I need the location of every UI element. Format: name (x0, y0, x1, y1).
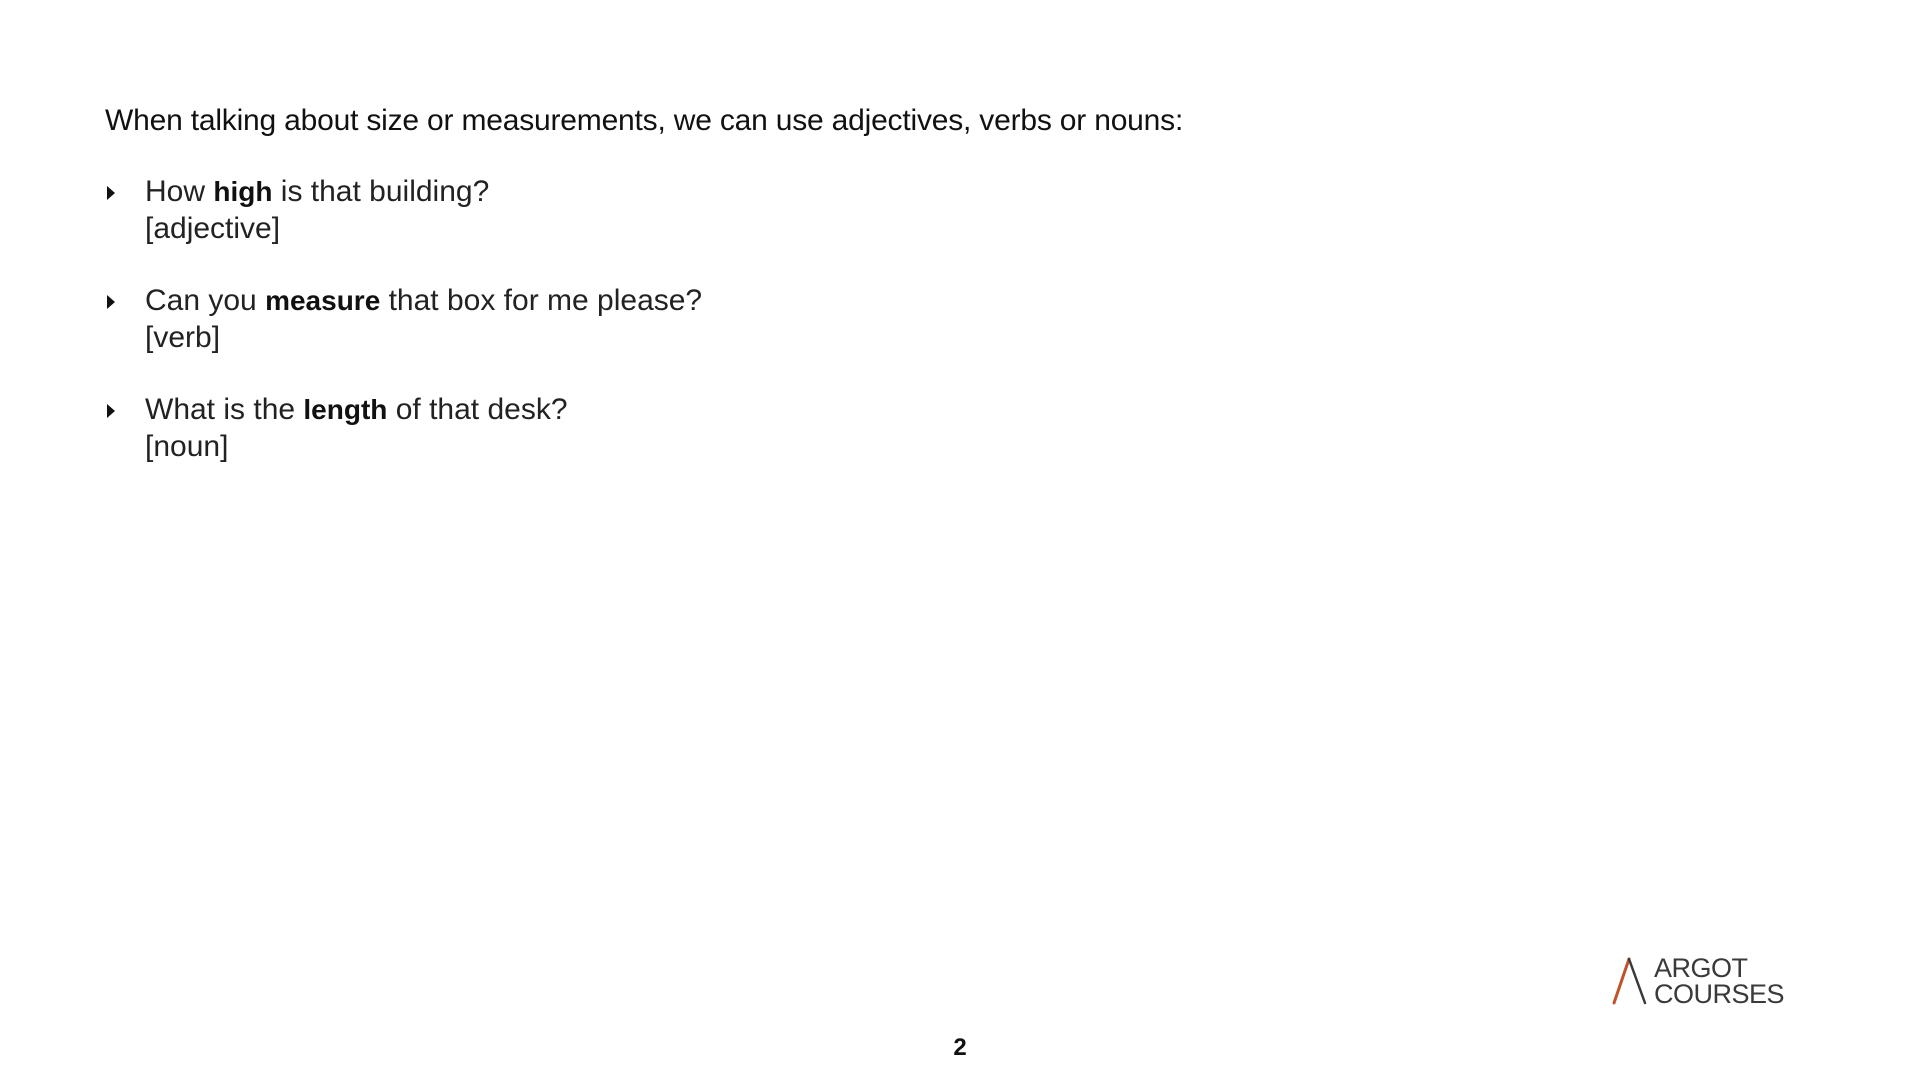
key-word: measure (265, 285, 381, 316)
triangle-bullet-icon (107, 404, 115, 418)
argot-logo-mark-icon (1612, 957, 1652, 1005)
word-type-label: [adjective] (145, 212, 281, 245)
bullet-list (105, 173, 702, 500)
page-number: 2 (953, 1034, 967, 1061)
sentence-start: What is the (145, 393, 304, 426)
bullet-item-adjective (105, 173, 702, 247)
word-type-label: [noun] (145, 430, 229, 463)
bullet-sentence (145, 282, 702, 319)
sentence-end: of that desk? (387, 393, 568, 426)
sentence-end: is that building? (272, 175, 490, 208)
slide-heading: When talking about size or measurements, we can use adjectives, verbs or nouns: (105, 104, 1184, 137)
word-type-label: [verb] (145, 321, 221, 354)
key-word: high (213, 176, 273, 207)
sentence-end: that box for me please? (380, 284, 703, 317)
argot-courses-logo (1612, 953, 1792, 1009)
logo-wordmark (1654, 955, 1784, 1007)
triangle-bullet-icon (107, 186, 115, 200)
bullet-item-verb (105, 282, 702, 356)
sentence-start: Can you (145, 284, 266, 317)
bullet-sentence (145, 173, 702, 210)
sentence-start: How (145, 175, 214, 208)
logo-line-2: COURSES (1654, 979, 1785, 1009)
triangle-bullet-icon (107, 295, 115, 309)
logo-line-1: ARGOT (1654, 953, 1748, 983)
bullet-sentence (145, 391, 702, 428)
bullet-item-noun (105, 391, 702, 465)
key-word: length (303, 394, 388, 425)
